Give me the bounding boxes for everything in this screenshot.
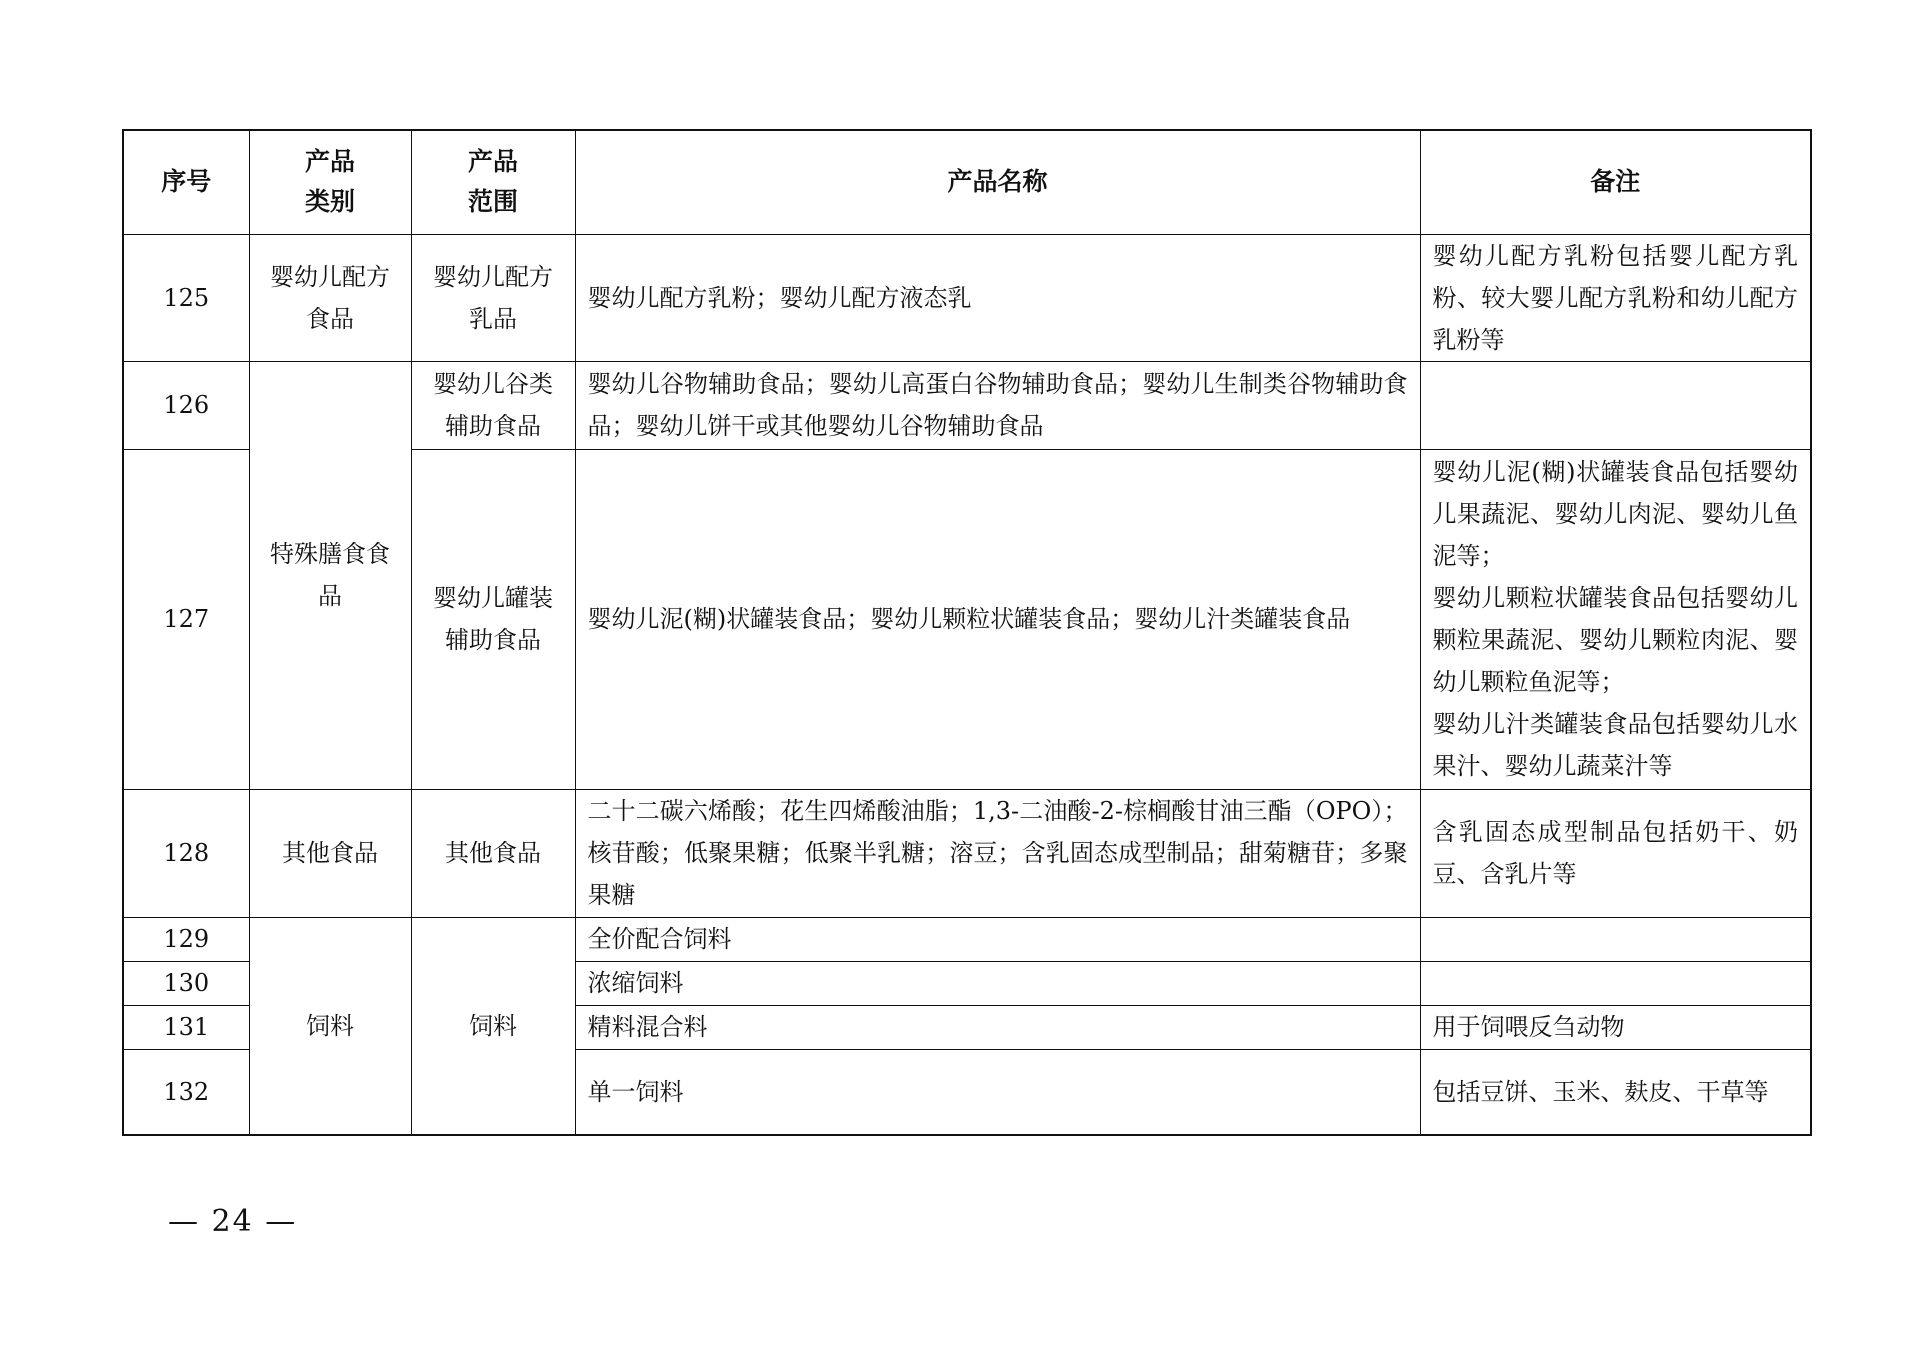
row-product-name: 婴幼儿谷物辅助食品；婴幼儿高蛋白谷物辅助食品；婴幼儿生制类谷物辅助食品；婴幼儿饼干或其他婴幼儿谷物辅助食品	[575, 361, 1420, 449]
row-category: 婴幼儿配方 食品	[249, 234, 411, 361]
header-no: 序号	[123, 130, 249, 234]
row-note	[1420, 917, 1811, 961]
row-no: 130	[123, 961, 249, 1005]
row-no: 127	[123, 449, 249, 789]
row-product-name: 婴幼儿泥(糊)状罐装食品；婴幼儿颗粒状罐装食品；婴幼儿汁类罐装食品	[575, 449, 1420, 789]
row-scope: 婴幼儿配方 乳品	[411, 234, 575, 361]
row-scope: 饲料	[411, 917, 575, 1135]
header-category: 产品 类别	[249, 130, 411, 234]
row-product-name: 二十二碳六烯酸；花生四烯酸油脂；1,3-二油酸-2-棕榈酸甘油三酯（OPO）；核苷酸；低聚果糖；低聚半乳糖；溶豆；含乳固态成型制品；甜菊糖苷；多聚果糖	[575, 789, 1420, 917]
header-note: 备注	[1420, 130, 1811, 234]
row-no: 132	[123, 1049, 249, 1135]
row-note: 用于饲喂反刍动物	[1420, 1005, 1811, 1049]
row-product-name: 单一饲料	[575, 1049, 1420, 1135]
row-product-name: 婴幼儿配方乳粉；婴幼儿配方液态乳	[575, 234, 1420, 361]
row-category: 其他食品	[249, 789, 411, 917]
row-scope: 其他食品	[411, 789, 575, 917]
row-product-name: 全价配合饲料	[575, 917, 1420, 961]
row-category: 饲料	[249, 917, 411, 1135]
table-header-row	[123, 130, 1811, 234]
row-note	[1420, 361, 1811, 449]
row-no: 131	[123, 1005, 249, 1049]
table-row	[123, 789, 1811, 917]
row-note	[1420, 961, 1811, 1005]
table-row	[123, 361, 1811, 449]
product-table	[122, 129, 1812, 1136]
row-note: 婴幼儿泥(糊)状罐装食品包括婴幼儿果蔬泥、婴幼儿肉泥、婴幼儿鱼泥等； 婴幼儿颗粒状罐装食品包括婴幼儿颗粒果蔬泥、婴幼儿颗粒肉泥、婴幼儿颗粒鱼泥等； 婴幼儿汁类罐装食品包括婴幼儿水果汁、婴幼儿蔬菜汁等	[1420, 449, 1811, 789]
row-category: 特殊膳食食 品	[249, 361, 411, 789]
table-row	[123, 917, 1811, 961]
table-row	[123, 234, 1811, 361]
page-number: — 24 —	[168, 1204, 298, 1239]
row-note: 婴幼儿配方乳粉包括婴儿配方乳粉、较大婴儿配方乳粉和幼儿配方乳粉等	[1420, 234, 1811, 361]
row-note: 包括豆饼、玉米、麸皮、干草等	[1420, 1049, 1811, 1135]
row-no: 126	[123, 361, 249, 449]
row-product-name: 浓缩饲料	[575, 961, 1420, 1005]
row-scope: 婴幼儿谷类 辅助食品	[411, 361, 575, 449]
header-name: 产品名称	[575, 130, 1420, 234]
row-no: 125	[123, 234, 249, 361]
row-no: 128	[123, 789, 249, 917]
row-no: 129	[123, 917, 249, 961]
row-product-name: 精料混合料	[575, 1005, 1420, 1049]
row-scope: 婴幼儿罐装 辅助食品	[411, 449, 575, 789]
header-scope: 产品 范围	[411, 130, 575, 234]
row-note: 含乳固态成型制品包括奶干、奶豆、含乳片等	[1420, 789, 1811, 917]
